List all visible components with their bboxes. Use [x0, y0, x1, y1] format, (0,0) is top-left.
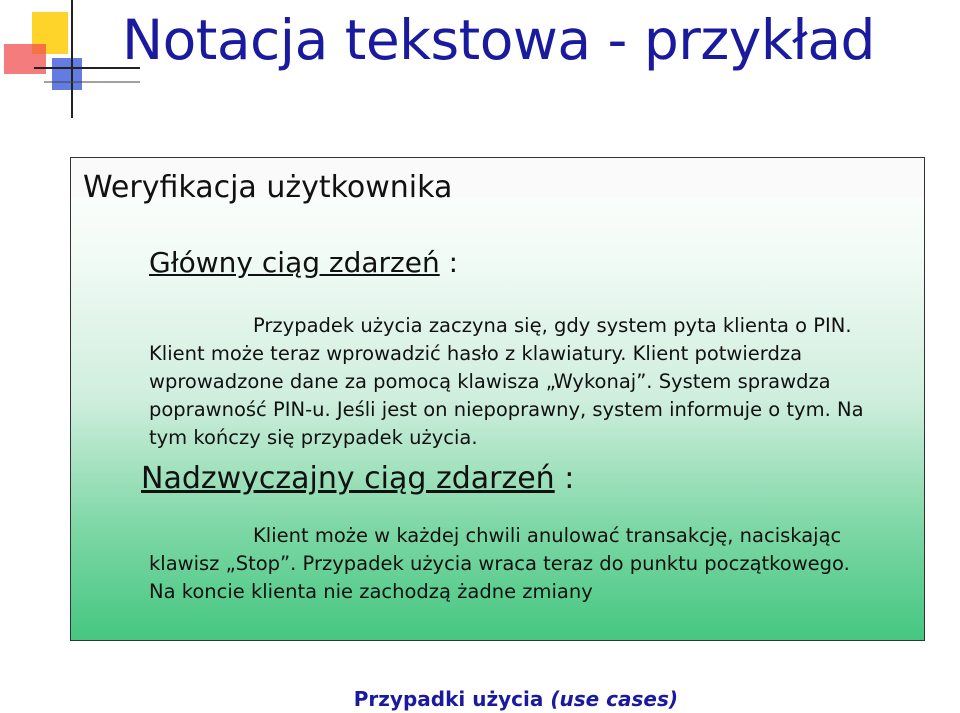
main-flow-sentences: Przypadek użycia zaczyna się, gdy system pyta klienta o PIN. Klient może teraz wprowadzić hasło z klawiatury. Klient potwierdza wprowadzone dane za pomocą klawisza „Wykonaj”. System sprawdza poprawność PIN-u. Jeśli jest on niepoprawny, system informuje o tym. Na tym kończy się przypadek użycia.	[149, 314, 864, 449]
use-case-panel	[70, 157, 925, 641]
main-flow-colon: :	[439, 246, 459, 279]
slide-footer	[354, 687, 678, 711]
alt-flow-heading	[141, 461, 574, 496]
main-flow-heading	[149, 246, 458, 279]
alt-flow-colon: :	[554, 461, 575, 496]
alt-flow-heading-text: Nadzwyczajny ciąg zdarzeń	[141, 461, 555, 496]
footer-main: Przypadki użycia	[353, 687, 544, 711]
alt-flow-text: Klient może w każdej chwili anulować transakcję, naciskając klawisz „Stop”. Przypadek użycia wraca teraz do punktu początkowego. Na koncie klienta nie zachodzą żadne zmiany	[149, 524, 850, 603]
slide-title: Notacja tekstowa - przykład	[122, 8, 875, 72]
main-flow-heading-text: Główny ciąg zdarzeń	[149, 246, 440, 279]
corner-logo-icon	[0, 0, 140, 120]
main-flow-text	[149, 312, 869, 452]
footer-paren: (use cases)	[550, 687, 678, 711]
use-case-title: Weryfikacja użytkownika	[83, 170, 453, 205]
